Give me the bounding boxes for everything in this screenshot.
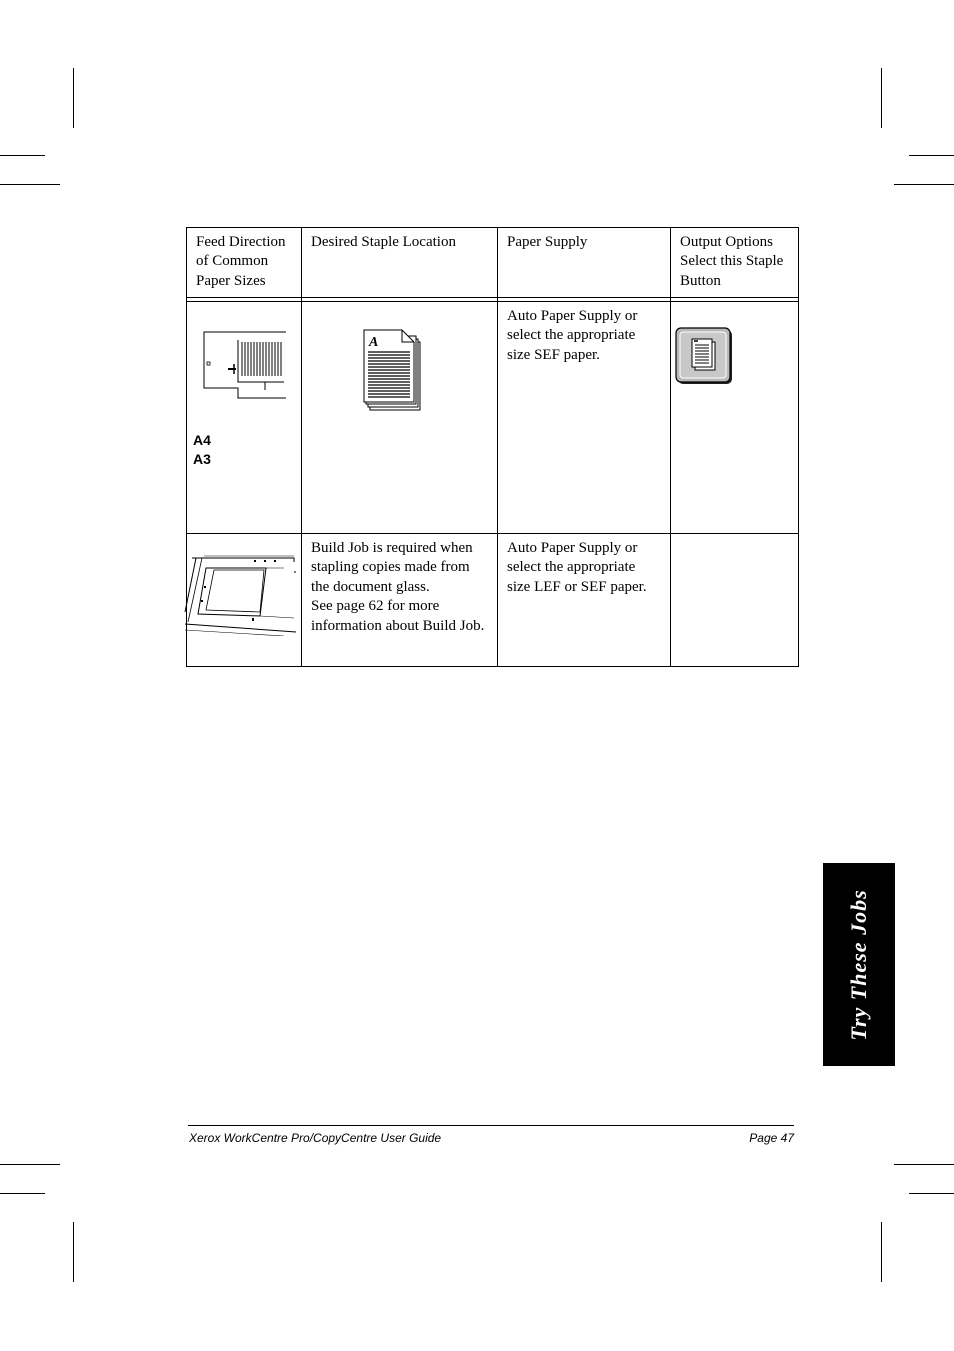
output-options-cell [671,534,799,667]
crop-mark [894,184,954,185]
header-output-options: Output Options Select this Staple Button [671,228,799,298]
footer-rule [188,1125,794,1126]
crop-mark [909,1193,954,1194]
header-feed-direction: Feed Direction of Common Paper Sizes [187,228,302,298]
crop-mark [894,1164,954,1165]
paper-size-a4: A4 [193,432,211,448]
crop-mark [0,1193,45,1194]
table-header-row [187,228,799,298]
crop-mark [73,1222,74,1282]
staple-button-icon [675,327,735,387]
footer-guide-title: Xerox WorkCentre Pro/CopyCentre User Guide [189,1131,442,1145]
crop-mark [0,184,60,185]
crop-mark [881,1222,882,1282]
paper-supply-cell: Auto Paper Supply or select the appropriate size SEF paper. [498,302,671,534]
feed-direction-tray-icon [198,330,286,400]
paper-sizes-list [193,431,211,469]
paper-size-a3: A3 [193,451,211,467]
header-staple-location: Desired Staple Location [302,228,498,298]
footer-page-number: Page 47 [749,1131,794,1145]
crop-mark [909,155,954,156]
crop-mark [0,1164,60,1165]
staple-location-cell: Build Job is required when stapling copies made from the document glass. See page 62 for more information about Build Job. [302,534,498,667]
header-paper-supply: Paper Supply [498,228,671,298]
svg-text:A: A [369,335,379,350]
stapled-document-icon [362,328,424,412]
document-glass-icon [184,552,296,636]
side-tab-label: Try These Jobs [846,888,871,1041]
crop-mark [0,155,45,156]
crop-mark [881,68,882,128]
crop-mark [73,68,74,128]
paper-supply-cell: Auto Paper Supply or select the appropriate size LEF or SEF paper. [498,534,671,667]
section-side-tab [823,863,895,1066]
